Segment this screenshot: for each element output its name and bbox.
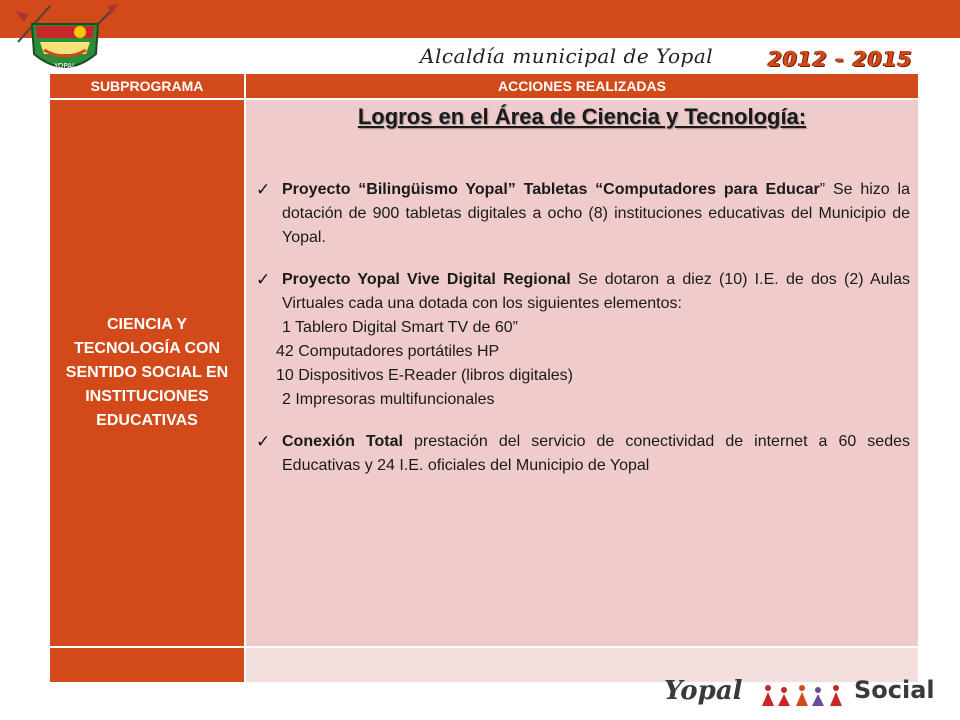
yopal-social-logo xyxy=(664,674,934,714)
list-item xyxy=(256,178,910,250)
list-item xyxy=(256,430,911,478)
checkmark-icon: ✓ xyxy=(256,180,271,199)
acciones-cell xyxy=(246,100,918,646)
logros-title: Logros en el Área de Ciencia y Tecnología: xyxy=(357,104,807,129)
footer-row-left xyxy=(50,648,244,682)
item-text: Se dotaron a diez (10) I.E. de dos (2) Aulas Virtuales cada una dotada con los siguientes elementos: xyxy=(282,271,910,312)
item-bold-text: Proyecto “Bilingüismo Yopal” Tabletas “Computadores para Educar xyxy=(282,181,820,198)
footer-brand-social: Social xyxy=(854,676,935,704)
sublist-item: 10 Dispositivos E-Reader (libros digitales) xyxy=(276,367,574,384)
item-bold-text: Conexión Total xyxy=(282,433,403,450)
subprograma-cell xyxy=(50,100,244,646)
yopal-coat-of-arms-icon xyxy=(10,2,120,78)
item-bold-text: Proyecto Yopal Vive Digital Regional xyxy=(282,271,571,288)
sublist-item: 2 Impresoras multifuncionales xyxy=(282,391,495,408)
footer-brand-yopal: Yopal xyxy=(664,676,743,706)
actions-table xyxy=(50,74,918,682)
checkmark-icon: ✓ xyxy=(256,432,271,451)
subprograma-label: CIENCIA Y TECNOLOGÍA CON SENTIDO SOCIAL EN INSTITUCIONES EDUCATIVAS xyxy=(65,316,229,429)
sublist-item: 42 Computadores portátiles HP xyxy=(276,343,500,360)
item-text: prestación del servicio de conectividad de internet a 60 sedes Educativas y 24 I.E. oficiales del Municipio de Yopal xyxy=(282,433,911,474)
logo-text: YOPAL xyxy=(54,62,76,70)
column-header-subprograma: SUBPROGRAMA xyxy=(50,74,244,98)
item-text: ” Se hizo la dotación de 900 tabletas digitales a ocho (8) instituciones educativas del Municipio de Yopal. xyxy=(282,181,910,246)
list-item xyxy=(256,268,910,412)
checkmark-icon: ✓ xyxy=(256,270,271,289)
sublist-item: 1 Tablero Digital Smart TV de 60” xyxy=(282,319,518,336)
top-bar xyxy=(0,0,960,38)
header-title: Alcaldía municipal de Yopal xyxy=(420,44,714,68)
column-header-acciones: ACCIONES REALIZADAS xyxy=(246,74,918,98)
header-years: 2012 - 2015 xyxy=(768,47,913,71)
people-icons xyxy=(758,682,858,708)
